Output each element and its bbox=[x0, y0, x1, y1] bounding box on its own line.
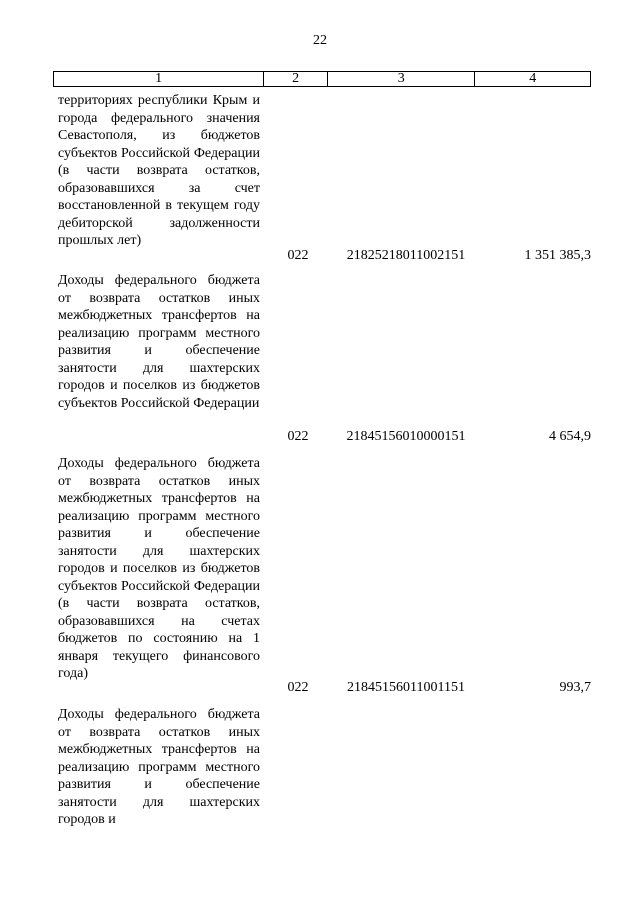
row-amount: 1 351 385,3 bbox=[524, 247, 591, 263]
header-col-1: 1 bbox=[54, 72, 264, 86]
row-amount: 4 654,9 bbox=[549, 428, 591, 444]
row-description: Доходы федерального бюджета от возврата остатков иных межбюджетных трансфертов на реализацию программ местного развития и обеспечение занятости для шахтерских городов и поселков из бюджетов субъектов Российской Федерации bbox=[58, 273, 260, 411]
row-code: 022 bbox=[287, 428, 309, 444]
header-col-2: 2 bbox=[264, 72, 328, 86]
row-kbk: 21845156010000151 bbox=[346, 428, 466, 444]
table-row bbox=[53, 706, 591, 831]
row-code: 022 bbox=[287, 247, 309, 263]
table-row bbox=[53, 92, 591, 264]
row-kbk: 21845156011001151 bbox=[347, 679, 465, 695]
header-col-4: 4 bbox=[529, 71, 537, 86]
row-description: Доходы федерального бюджета от возврата остатков иных межбюджетных трансфертов на реализацию программ местного развития и обеспечение занятости для шахтерских городов и поселков из бюджетов субъектов Российской Федерации (в части возврата остатков, образовавшихся на счетах бюджетов по состоянию на 1 января текущего финансового года) bbox=[58, 456, 260, 681]
row-description: Доходы федерального бюджета от возврата остатков иных межбюджетных трансфертов на реализацию программ местного развития и обеспечение занятости для шахтерских городов и bbox=[58, 707, 260, 827]
row-amount: 993,7 bbox=[559, 679, 591, 695]
row-description: территориях республики Крым и города федерального значения Севастополя, из бюджетов субъектов Российской Федерации (в части возврата остатков, образовавшихся за счет восстановленной в текущем году дебиторской задолженности прошлых лет) bbox=[58, 93, 260, 248]
page-number: 22 bbox=[313, 33, 327, 48]
header-col-3: 3 bbox=[328, 72, 475, 86]
table-row bbox=[53, 272, 591, 445]
table-row bbox=[53, 455, 591, 696]
row-kbk: 21825218011002151 bbox=[346, 247, 466, 263]
row-code: 022 bbox=[287, 679, 309, 695]
table-header bbox=[53, 71, 591, 87]
